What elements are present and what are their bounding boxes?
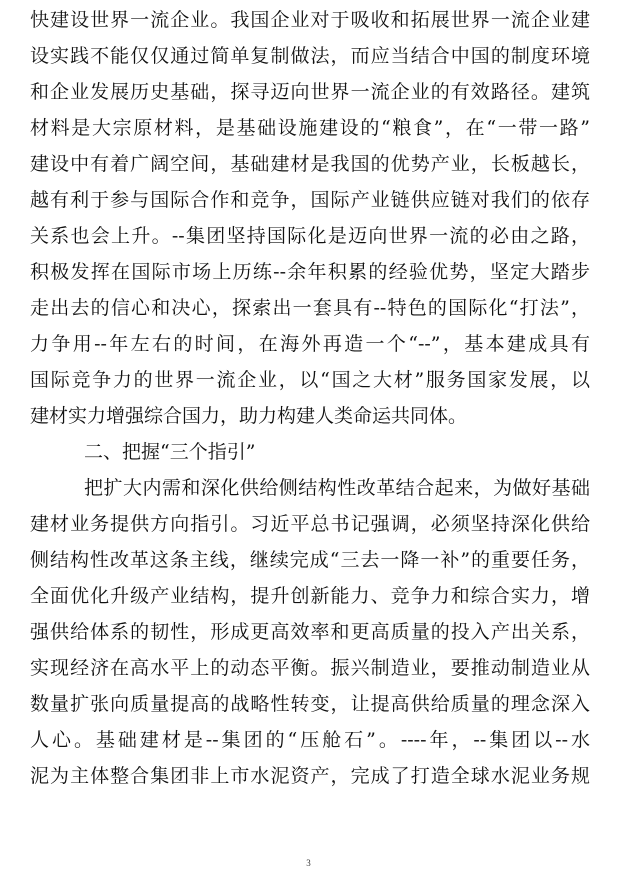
paragraph-1-line-5: 建设中有着广阔空间，基础建材是我国的优势产业，长板越长， (30, 153, 590, 175)
paragraph-1-line-7: 关系也会上升。--集团坚持国际化是迈向世界一流的必由之路， (30, 225, 590, 247)
page-number: 3 (306, 858, 311, 868)
section-heading: 二、把握“三个指引” (84, 441, 256, 463)
paragraph-1-line-4: 材料是大宗原材料，是基础设施建设的“粮食”，在“一带一路” (30, 117, 590, 139)
paragraph-1-line-10: 力争用--年左右的时间，在海外再造一个“--”，基本建成具有 (30, 333, 590, 355)
paragraph-2-line-1: 把扩大内需和深化供给侧结构性改革结合起来，为做好基础 (84, 477, 590, 499)
paragraph-1-line-6: 越有利于参与国际合作和竞争，国际产业链供应链对我们的依存 (30, 189, 590, 211)
paragraph-2-line-8: 人心。基础建材是--集团的“压舱石”。----年，--集团以--水 (30, 729, 590, 751)
paragraph-2-line-7: 数量扩张向质量提高的战略性转变，让提高供给质量的理念深入 (30, 693, 590, 715)
paragraph-1-line-1: 快建设世界一流企业。我国企业对于吸收和拓展世界一流企业建 (30, 9, 590, 31)
paragraph-1-line-9: 走出去的信心和决心，探索出一套具有--特色的国际化“打法”， (30, 297, 590, 319)
paragraph-2-line-2: 建材业务提供方向指引。习近平总书记强调，必须坚持深化供给 (30, 513, 590, 535)
paragraph-1-line-11: 国际竞争力的世界一流企业，以“国之大材”服务国家发展，以 (30, 369, 590, 391)
paragraph-2-line-6: 实现经济在高水平上的动态平衡。振兴制造业，要推动制造业从 (30, 657, 590, 679)
paragraph-1-line-3: 和企业发展历史基础，探寻迈向世界一流企业的有效路径。建筑 (30, 81, 590, 103)
paragraph-1-line-2: 设实践不能仅仅通过简单复制做法，而应当结合中国的制度环境 (30, 45, 590, 67)
paragraph-2-line-4: 全面优化升级产业结构，提升创新能力、竞争力和综合实力，增 (30, 585, 590, 607)
paragraph-2-line-3: 侧结构性改革这条主线，继续完成“三去一降一补”的重要任务， (30, 549, 590, 571)
paragraph-2-line-9: 泥为主体整合集团非上市水泥资产，完成了打造全球水泥业务规 (30, 765, 590, 787)
paragraph-1-line-8: 积极发挥在国际市场上历练--余年积累的经验优势，坚定大踏步 (30, 261, 590, 283)
paragraph-1-line-12: 建材实力增强综合国力，助力构建人类命运共同体。 (30, 405, 468, 427)
paragraph-2-line-5: 强供给体系的韧性，形成更高效率和更高质量的投入产出关系， (30, 621, 590, 643)
